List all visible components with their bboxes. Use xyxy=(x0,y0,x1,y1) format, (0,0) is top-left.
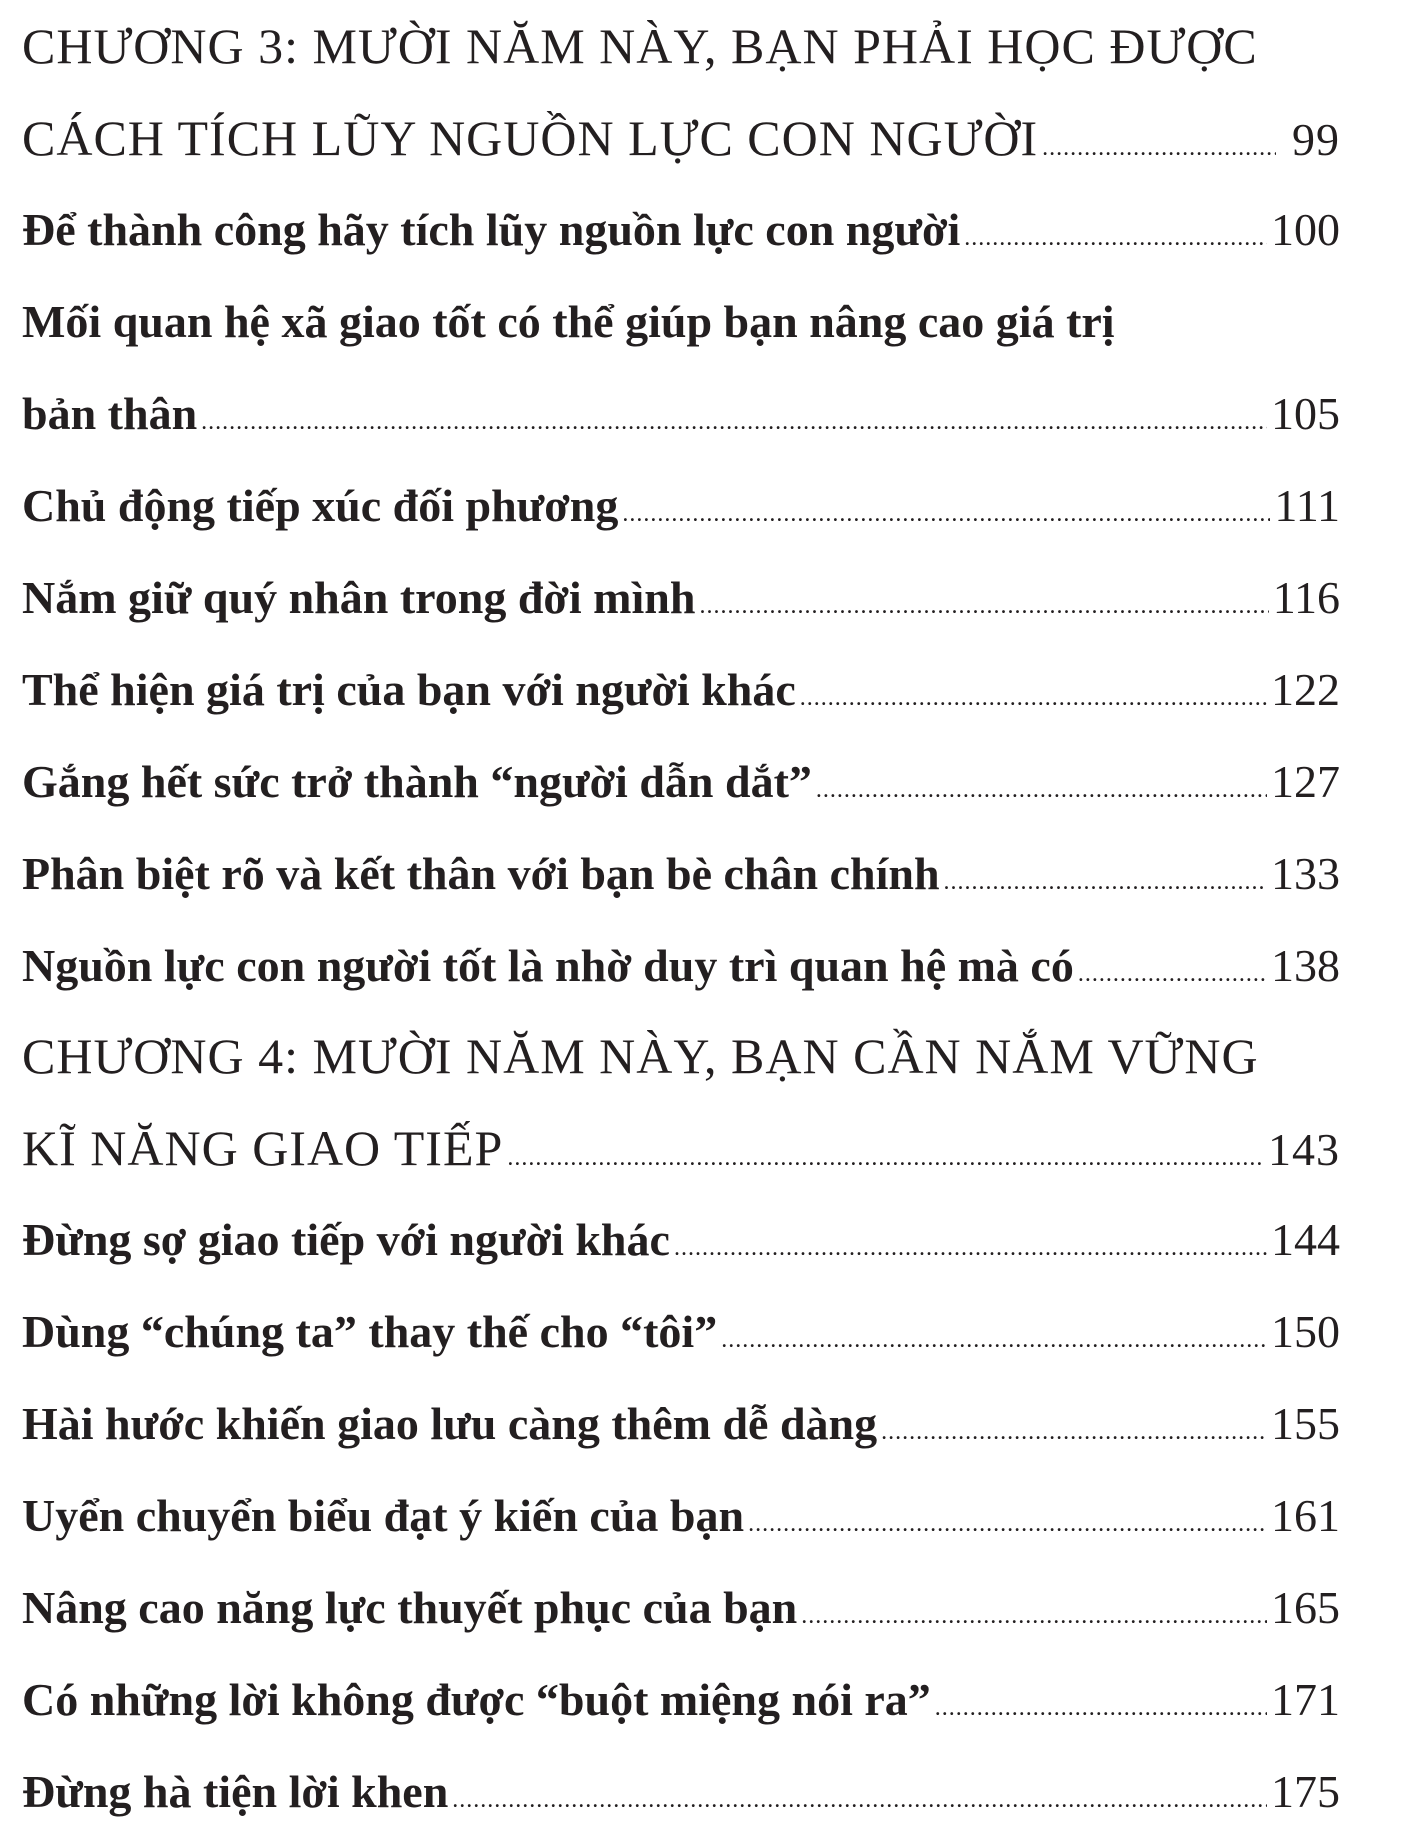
dot-leader xyxy=(944,836,1267,928)
chapter-entry[interactable] xyxy=(22,92,1340,184)
section-entry[interactable] xyxy=(22,552,1340,644)
section-entry[interactable] xyxy=(22,1746,1340,1838)
section-title: Nắm giữ quý nhân trong đời mình xyxy=(22,572,696,623)
chapter-title-line1: CHƯƠNG 3: MƯỜI NĂM NÀY, BẠN PHẢI HỌC ĐƯỢC xyxy=(22,18,1258,74)
section-title: Dùng “chúng ta” thay thế cho “tôi” xyxy=(22,1306,718,1357)
page-number: 161 xyxy=(1271,1490,1340,1541)
dot-leader xyxy=(452,1754,1267,1846)
chapter-entry[interactable] xyxy=(22,1102,1340,1194)
page-number: 143 xyxy=(1268,1124,1340,1175)
page-number: 105 xyxy=(1271,388,1340,439)
dot-leader xyxy=(1078,928,1267,1020)
page-number: 100 xyxy=(1271,204,1340,255)
section-entry[interactable] xyxy=(22,1286,1340,1378)
dot-leader xyxy=(964,192,1267,284)
section-entry[interactable] xyxy=(22,644,1340,736)
page-number: 144 xyxy=(1271,1214,1340,1265)
section-entry[interactable] xyxy=(22,184,1340,276)
page-number: 155 xyxy=(1271,1398,1340,1449)
dot-leader xyxy=(622,468,1270,560)
dot-leader xyxy=(201,376,1267,468)
section-entry[interactable] xyxy=(22,1378,1340,1470)
chapter-title-line2: CÁCH TÍCH LŨY NGUỒN LỰC CON NGƯỜI xyxy=(22,110,1039,166)
page-number: 99 xyxy=(1292,114,1340,165)
section-title: Nâng cao năng lực thuyết phục của bạn xyxy=(22,1582,798,1633)
page-number: 171 xyxy=(1271,1674,1340,1725)
dot-leader xyxy=(816,744,1267,836)
dot-leader xyxy=(1042,102,1276,194)
page-number: 111 xyxy=(1274,480,1340,531)
section-entry[interactable] xyxy=(22,736,1340,828)
toc-page xyxy=(22,0,1340,1834)
section-title: Gắng hết sức trở thành “người dẫn dắt” xyxy=(22,756,812,807)
section-title: Có những lời không được “buột miệng nói ra” xyxy=(22,1674,931,1725)
section-entry[interactable] xyxy=(22,368,1340,460)
section-entry[interactable] xyxy=(22,460,1340,552)
page-number: 127 xyxy=(1271,756,1340,807)
chapter-3 xyxy=(22,0,1340,1012)
section-title: Đừng hà tiện lời khen xyxy=(22,1766,449,1817)
section-title: Hài hước khiến giao lưu càng thêm dễ dàng xyxy=(22,1398,878,1449)
chapter-title-line2: KĨ NĂNG GIAO TIẾP xyxy=(22,1120,504,1176)
section-entry[interactable] xyxy=(22,1470,1340,1562)
dot-leader xyxy=(507,1112,1264,1204)
dot-leader xyxy=(748,1478,1267,1570)
section-title: Thể hiện giá trị của bạn với người khác xyxy=(22,664,796,715)
dot-leader xyxy=(800,652,1267,744)
dot-leader xyxy=(935,1662,1267,1754)
section-title: Nguồn lực con người tốt là nhờ duy trì quan hệ mà có xyxy=(22,940,1074,991)
section-title: Chủ động tiếp xúc đối phương xyxy=(22,480,619,531)
section-entry[interactable] xyxy=(22,1654,1340,1746)
page-number: 116 xyxy=(1272,572,1340,623)
dot-leader xyxy=(699,560,1268,652)
page-number: 175 xyxy=(1271,1766,1340,1817)
section-title-line2: bản thân xyxy=(22,388,198,439)
dot-leader xyxy=(881,1386,1267,1478)
section-title: Uyển chuyển biểu đạt ý kiến của bạn xyxy=(22,1490,745,1541)
section-entry[interactable] xyxy=(22,920,1340,1012)
dot-leader xyxy=(801,1570,1267,1662)
section-entry[interactable] xyxy=(22,828,1340,920)
page-number: 165 xyxy=(1271,1582,1340,1633)
section-title: Phân biệt rõ và kết thân với bạn bè chân chính xyxy=(22,848,940,899)
section-title-line1[interactable]: Mối quan hệ xã giao tốt có thể giúp bạn nâng cao giá trị xyxy=(22,296,1115,347)
page-number: 150 xyxy=(1271,1306,1340,1357)
section-title: Đừng sợ giao tiếp với người khác xyxy=(22,1214,670,1265)
section-title: Để thành công hãy tích lũy nguồn lực con người xyxy=(22,204,961,255)
chapter-title-line1: CHƯƠNG 4: MƯỜI NĂM NÀY, BẠN CẦN NẮM VỮNG xyxy=(22,1028,1259,1084)
section-entry[interactable] xyxy=(22,1562,1340,1654)
page-number: 133 xyxy=(1271,848,1340,899)
dot-leader xyxy=(721,1294,1267,1386)
chapter-4 xyxy=(22,1010,1340,1838)
page-number: 122 xyxy=(1271,664,1340,715)
dot-leader xyxy=(674,1202,1267,1294)
section-entry[interactable] xyxy=(22,1194,1340,1286)
page-number: 138 xyxy=(1271,940,1340,991)
